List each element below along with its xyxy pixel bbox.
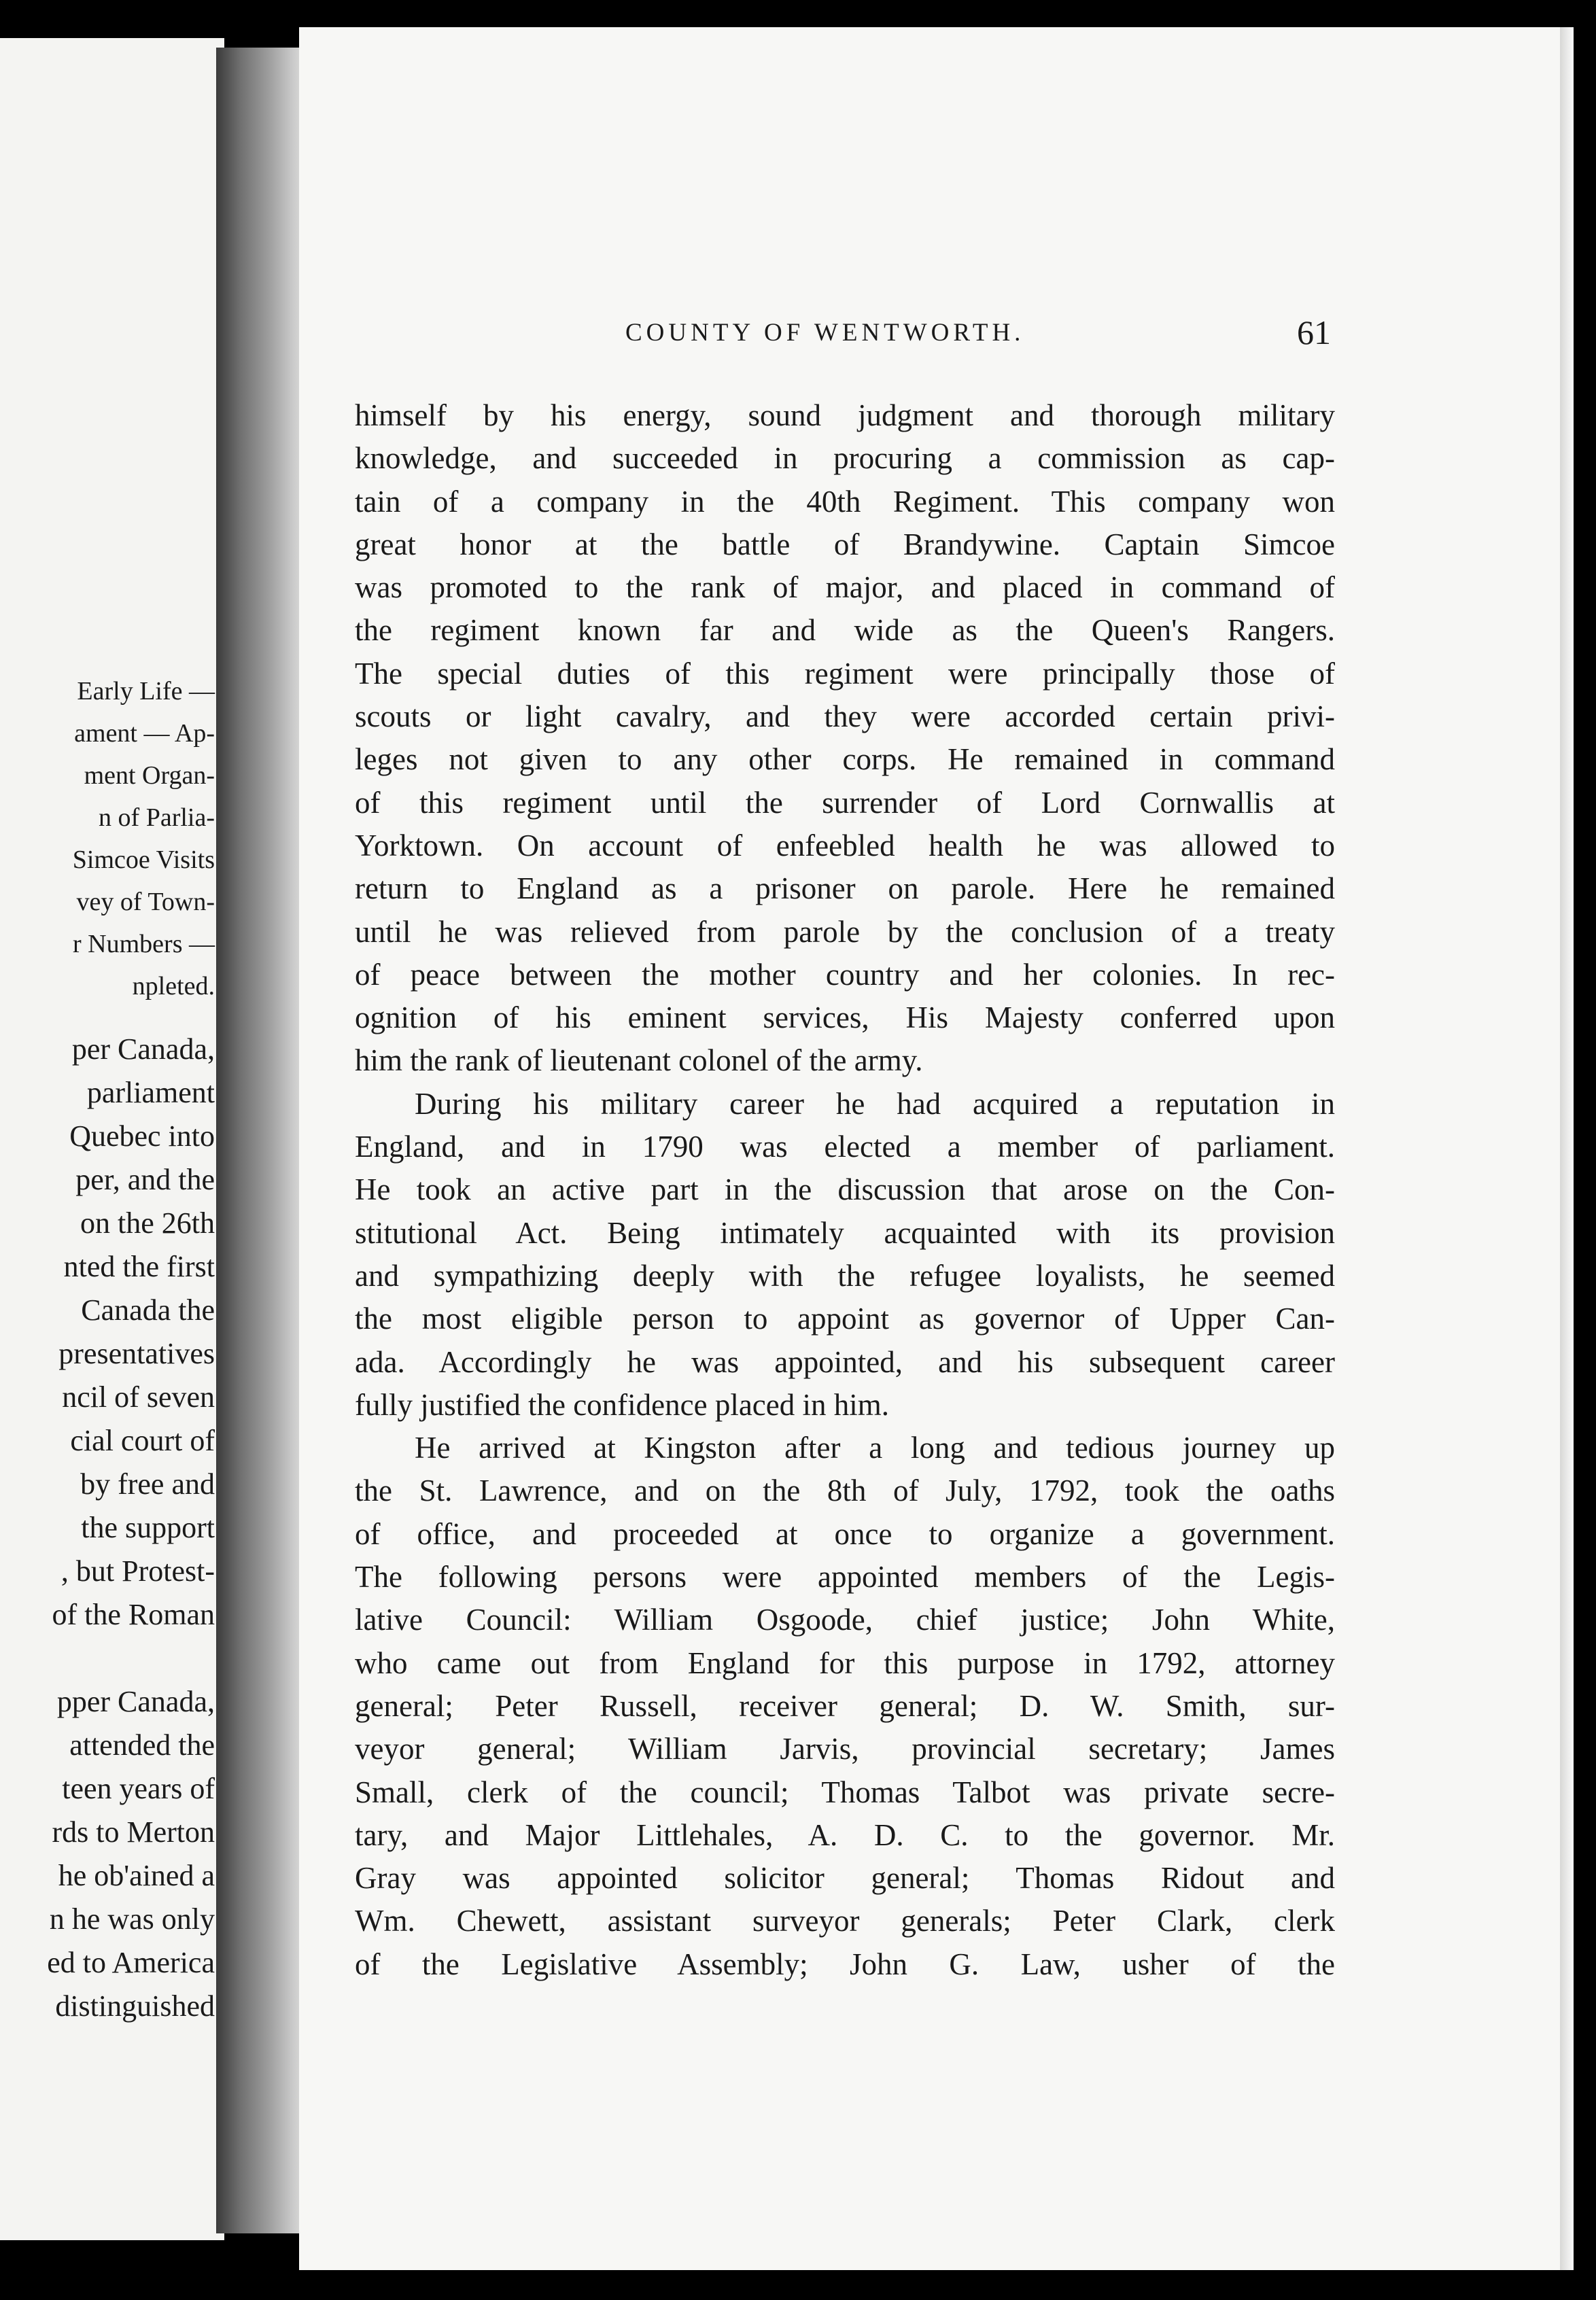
text-line: n he was only [49,1902,215,1936]
text-line: Gray was appointed solicitor general; Thomas Ridout and [355,1861,1335,1896]
text-line: , but Protest- [60,1554,215,1588]
text-line: leges not given to any other corps. He remained in command [355,742,1335,777]
text-line: stitutional Act. Being intimately acquainted with its provision [355,1215,1335,1250]
text-line: Small, clerk of the council; Thomas Talbot was private secre- [355,1775,1335,1809]
text-line: Yorktown. On account of enfeebled health he was allowed to [355,828,1335,862]
text-line: England, and in 1790 was elected a member of parliament. [355,1130,1335,1164]
page-edge [1560,27,1574,2270]
text-line: tain of a company in the 40th Regiment. This company won [355,484,1335,519]
text-line: He took an active part in the discussion that arose on the Con- [355,1172,1335,1207]
text-line: ognition of his eminent services, His Majesty conferred upon [355,1000,1335,1035]
text-line: himself by his energy, sound judgment and thorough military [355,398,1335,432]
text-line: on the 26th [80,1206,215,1240]
text-line: distinguished [55,1989,215,2023]
text-line: general; Peter Russell, receiver general; D. W. Smith, sur- [355,1688,1335,1723]
text-line: of the Roman [52,1598,215,1631]
text-line: of office, and proceeded at once to organize a government. [355,1516,1335,1551]
text-line: The special duties of this regiment were principally those of [355,656,1335,691]
text-line: him the rank of lieutenant colonel of the army. [355,1043,923,1078]
text-line: He arrived at Kingston after a long and tedious journey up [415,1431,1335,1465]
text-line: was promoted to the rank of major, and placed in command of [355,570,1335,605]
margin-note-line: vey of Town- [76,888,215,916]
text-line: fully justified the confidence placed in him. [355,1387,890,1422]
text-line: per Canada, [71,1032,215,1066]
margin-note-line: Early Life — [77,677,215,705]
text-line: attended the [69,1728,215,1762]
margin-note-line: Simcoe Visits [72,846,215,874]
text-line: of peace between the mother country and her colonies. In rec- [355,957,1335,992]
text-line: he ob'ained a [58,1859,215,1892]
text-line: veyor general; William Jarvis, provincial secretary; James [355,1732,1335,1766]
text-line: The following persons were appointed members of the Legis- [355,1560,1335,1595]
text-line: the regiment known far and wide as the Queen's Rangers. [355,613,1335,648]
text-line: nted the first [63,1250,215,1283]
margin-note-line: ment Organ- [84,761,215,790]
margin-note-line: r Numbers — [73,930,215,958]
text-line: return to England as a prisoner on parole. Here he remained [355,871,1335,906]
text-line: ada. Accordingly he was appointed, and his subsequent career [355,1344,1335,1379]
text-line: per, and the [75,1163,215,1196]
text-line: great honor at the battle of Brandywine. Captain Simcoe [355,527,1335,561]
text-line: Quebec into [69,1119,215,1153]
running-head: COUNTY OF WENTWORTH. [625,319,1025,347]
text-line: ncil of seven [62,1380,215,1414]
text-line: During his military career he had acquired a reputation in [415,1086,1335,1121]
text-line: presentatives [58,1337,215,1370]
text-line: teen years of [62,1772,215,1805]
text-line: rds to Merton [52,1815,215,1849]
text-line: until he was relieved from parole by the conclusion of a treaty [355,914,1335,949]
page-number: 61 [1297,313,1331,351]
text-line: by free and [80,1467,215,1501]
text-line: who came out from England for this purpose in 1792, attorney [355,1645,1335,1680]
text-line: and sympathizing deeply with the refugee loyalists, he seemed [355,1258,1335,1293]
text-line: of this regiment until the surrender of Lord Cornwallis at [355,785,1335,820]
text-line: parliament [86,1076,215,1109]
text-line: Wm. Chewett, assistant surveyor generals; Peter Clark, clerk [355,1904,1335,1938]
margin-note-line: ament — Ap- [74,719,215,748]
text-line: the support [81,1511,215,1544]
text-line: ed to America [47,1946,215,1979]
margin-note-line: npleted. [132,972,215,1000]
text-line: of the Legislative Assembly; John G. Law, usher of the [355,1947,1335,1981]
text-line: Canada the [81,1293,215,1327]
text-line: tary, and Major Littlehales, A. D. C. to the governor. Mr. [355,1817,1335,1852]
text-line: lative Council: William Osgoode, chief justice; John White, [355,1603,1335,1637]
text-line: cial court of [70,1424,215,1457]
text-line: the St. Lawrence, and on the 8th of July, 1792, took the oaths [355,1474,1335,1508]
text-line: scouts or light cavalry, and they were accorded certain privi- [355,699,1335,734]
text-line: the most eligible person to appoint as governor of Upper Can- [355,1302,1335,1336]
body-text [355,394,1335,1986]
margin-note-line: n of Parlia- [99,803,215,832]
text-line: knowledge, and succeeded in procuring a commission as cap- [355,441,1335,476]
book-gutter [216,48,311,2233]
left-page [0,38,224,2240]
text-line: pper Canada, [56,1685,215,1718]
